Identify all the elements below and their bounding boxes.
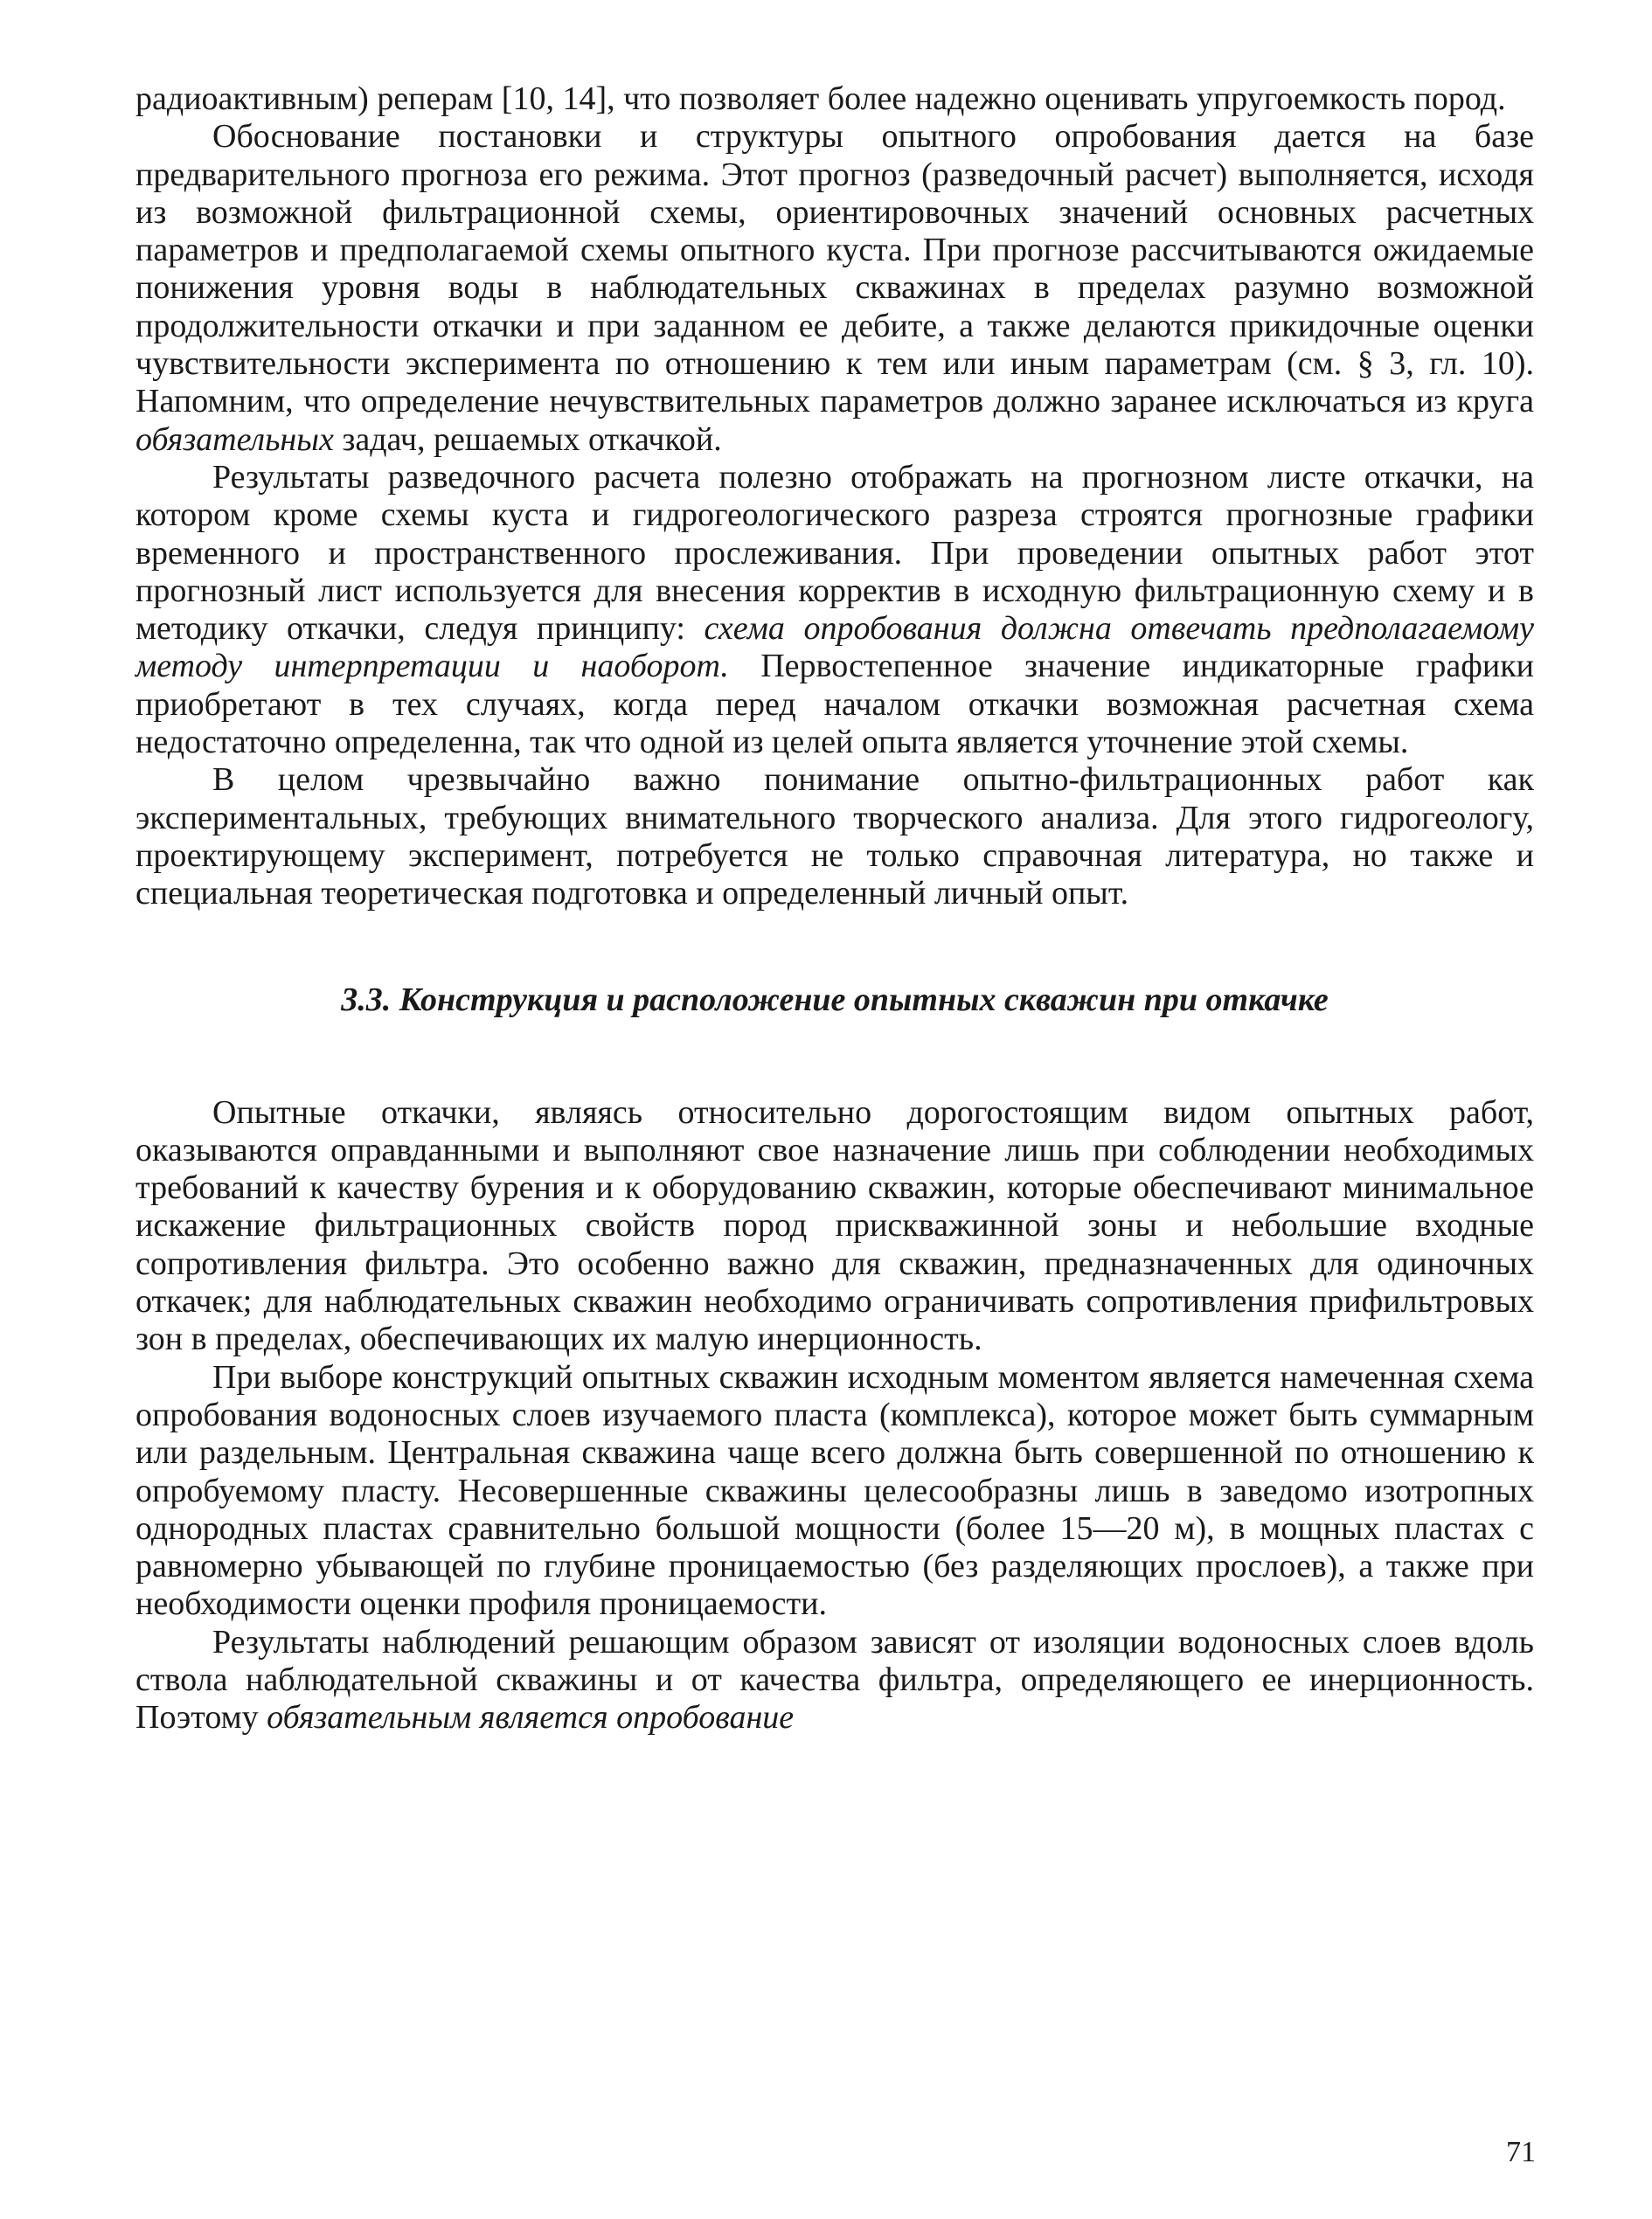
text-segment: задач, решаемых откачкой. (333, 420, 722, 458)
body-text-bottom (135, 1094, 1534, 1737)
paragraph (135, 118, 1534, 459)
paragraph (135, 459, 1534, 761)
paragraph (135, 1094, 1534, 1359)
paragraph (135, 761, 1534, 912)
text-segment: Первостепенное значение индикаторные графики приобретают в тех случаях, когда перед началом откачки возможная расчетная схема недостаточно определенна, так что одной из целей опыта является уточнение этой схемы. (135, 648, 1534, 761)
section-heading: 3.3. Конструкция и расположение опытных скважин при откачке (341, 981, 1329, 1018)
page-number: 71 (1506, 2136, 1536, 2168)
paragraph (135, 1359, 1534, 1624)
italic-text-segment: схема опробования должна отвечать предполагаемому методу интерпретации и наоборот. (135, 610, 1534, 685)
text-segment: радиоактивным) реперам [10, 14], что позволяет более надежно оценивать упругоемкость пород. (135, 80, 1506, 117)
text-segment: Опытные откачки, являясь относительно дорогостоящим видом опытных работ, оказываются оправданными и выполняют свое назначение лишь при соблюдении необходимых требований к качеству бурения и к оборудованию скважин, которые обеспечивают минимальное искажение фильтрационных свойств пород прискважинной зоны и небольшие входные сопротивления фильтра. Это особенно важно для скважин, предназначенных для одиночных откачек; для наблюдательных скважин необходимо ограничивать сопротивления прифильтровых зон в пределах, обеспечивающих их малую инерционность. (135, 1093, 1534, 1358)
italic-text-segment: обязательным является опробование (267, 1699, 795, 1737)
text-segment: Обоснование постановки и структуры опытного опробования дается на базе предварительного прогноза его режима. Этот прогноз (разведочный расчет) выполняется, исходя из возможной фильтрационной схемы, ориентировочных значений основных расчетных параметров и предполагаемой схемы опытного куста. При прогнозе рассчитываются ожидаемые понижения уровня воды в наблюдательных скважинах в пределах разумно возможной продолжительности откачки и при заданном ее дебите, а также делаются прикидочные оценки чувствительности эксперимента по отношению к тем или иным параметрам (см. § 3, гл. 10). Напомним, что определение нечувствительных параметров должно заранее исключаться из круга (135, 118, 1534, 420)
text-segment: Результаты разведочного расчета полезно отображать на прогнозном листе откачки, на котором кроме схемы куста и гидрогеологического разреза строятся прогнозные графики временного и пространственного прослеживания. При проведении опытных работ этот прогнозный лист используется для внесения корректив в исходную фильтрационную схему и в методику откачки, следуя принципу: (135, 458, 1534, 648)
text-segment: В целом чрезвычайно важно понимание опытно-фильтрационных работ как экспериментальных, требующих внимательного творческого анализа. Для этого гидрогеологу, проектирующему эксперимент, потребуется не только справочная литература, но также и специальная теоретическая подготовка и определенный личный опыт. (135, 761, 1534, 912)
document-page (135, 80, 1534, 1737)
paragraph (135, 80, 1534, 118)
text-segment: Результаты наблюдений решающим образом зависят от изоляции водоносных слоев вдоль ствола наблюдательной скважины и от качества фильтра, определяющего ее инерционность. Поэтому (135, 1623, 1534, 1737)
text-segment: При выборе конструкций опытных скважин исходным моментом является намеченная схема опробования водоносных слоев изучаемого пласта (комплекса), которое может быть суммарным или раздельным. Центральная скважина чаще всего должна быть совершенной по отношению к опробуемому пласту. Несовершенные скважины целесообразны лишь в заведомо изотропных однородных пластах сравнительно большой мощности (более 15—20 м), в мощных пластах с равномерно убывающей по глубине проницаемостью (без разделяющих прослоев), а также при необходимости оценки профиля проницаемости. (135, 1358, 1534, 1623)
italic-text-segment: обязательных (135, 420, 334, 458)
body-text-top (135, 80, 1534, 913)
paragraph (135, 1624, 1534, 1737)
